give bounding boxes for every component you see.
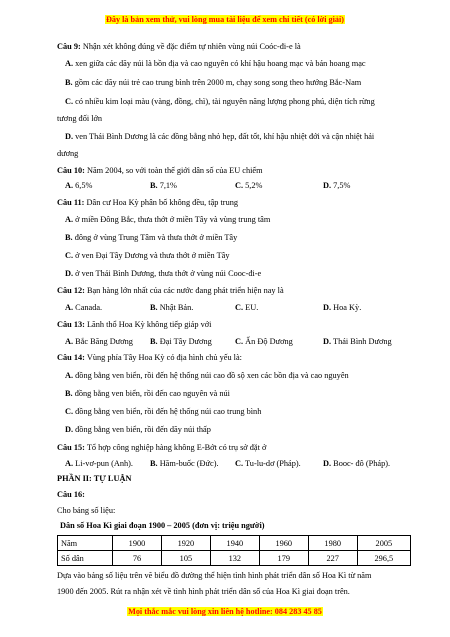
q9-option-b[interactable] (65, 78, 361, 88)
q9-option-c-continued (57, 114, 102, 124)
table-cell: 1900 (113, 536, 162, 551)
table-cell: 296,5 (357, 551, 410, 566)
q15-option-a[interactable] (65, 459, 133, 468)
q14-option-d[interactable] (65, 425, 211, 435)
question-number: Câu 11: (57, 198, 85, 207)
option-text: Bắc Băng Dương (75, 337, 133, 346)
question-number: Câu 14: (57, 353, 85, 362)
part2-heading: PHẦN II: TỰ LUẬN (57, 474, 132, 483)
option-text: EU. (245, 303, 259, 312)
q10-option-d[interactable] (323, 181, 350, 190)
table-cell: 76 (113, 551, 162, 566)
q9-option-d[interactable] (65, 132, 374, 142)
question-9 (57, 42, 301, 52)
option-text-cont: tương đối lớn (57, 114, 103, 123)
question-number: Câu 9: (57, 42, 81, 51)
q14-option-c[interactable] (65, 407, 261, 417)
option-label: A. (65, 459, 74, 468)
option-label: D. (323, 303, 332, 312)
table-cell: 1920 (161, 536, 210, 551)
question-12 (57, 286, 284, 296)
question-number: Câu 10: (57, 166, 85, 175)
q10-option-c[interactable] (235, 181, 262, 190)
option-text: ở miền Đông Bắc, thưa thớt ở miền Tây và vùng trung tâm (75, 215, 271, 224)
option-text: Hoa Kỳ. (333, 303, 362, 312)
option-label: A. (65, 371, 74, 380)
question-16-number: Câu 16: (57, 490, 85, 499)
question-number: Câu 15: (57, 443, 85, 452)
q15-option-b[interactable] (150, 459, 219, 468)
option-text: đồng bằng ven biển, rồi đến dãy núi thấp (75, 425, 211, 434)
option-label: A. (65, 303, 74, 312)
option-text: đồng bằng ven biển, rồi đến hệ thống núi cao trung bình (75, 407, 262, 416)
q11-option-b[interactable] (65, 233, 237, 243)
option-text: 6,5% (75, 181, 93, 190)
table-title: Dân số Hoa Kì giai đoạn 1900 – 2005 (đơn vị: triệu người) (60, 521, 265, 530)
option-label: C. (65, 407, 74, 416)
table-cell: 179 (259, 551, 308, 566)
q13-option-a[interactable] (65, 337, 133, 346)
option-label: C. (235, 181, 244, 190)
table-cell: Năm (58, 536, 113, 551)
q13-option-c[interactable] (235, 337, 293, 346)
q12-option-a[interactable] (65, 303, 102, 312)
q11-option-c[interactable] (65, 251, 230, 261)
population-table (57, 535, 411, 566)
table-cell: 1980 (308, 536, 357, 551)
option-label: D. (323, 181, 332, 190)
option-label: C. (235, 303, 244, 312)
q9-option-a[interactable] (65, 59, 366, 69)
option-text: 7,5% (333, 181, 351, 190)
option-text: đông ở vùng Trung Tâm và thưa thớt ở miền Tây (74, 233, 238, 242)
q10-option-a[interactable] (65, 181, 92, 190)
option-label: B. (150, 303, 158, 312)
option-label: D. (323, 337, 332, 346)
question-15 (57, 443, 266, 453)
q9-option-d-continued (57, 149, 78, 159)
option-label: A. (65, 215, 74, 224)
table-intro: Cho bảng số liệu: (57, 506, 116, 515)
option-text: có nhiều kim loại màu (vàng, đồng, chì), tài nguyên năng lượng phong phú, diện tích rừng (75, 97, 375, 106)
option-text: Tu-lu-dơ (Pháp). (245, 459, 301, 468)
option-label: B. (65, 78, 73, 87)
question-number: Câu 13: (57, 320, 85, 329)
table-row-population (58, 551, 411, 566)
q15-option-d[interactable] (323, 459, 390, 468)
option-label: A. (65, 59, 74, 68)
option-label: B. (65, 233, 73, 242)
option-text: Nhật Bản. (159, 303, 194, 312)
option-text: Li-vơ-pun (Anh). (75, 459, 133, 468)
option-label: C. (235, 337, 244, 346)
option-text: xen giữa các dãy núi là bồn địa và cao nguyên có khí hậu hoang mạc và bán hoang mạc (75, 59, 366, 68)
option-label: D. (65, 132, 74, 141)
option-text: Ấn Độ Dương (245, 337, 293, 346)
option-text: Booc- đô (Pháp). (333, 459, 391, 468)
table-cell: 1960 (259, 536, 308, 551)
option-label: B. (65, 389, 73, 398)
question-text: Tổ hợp công nghiệp hàng không E-Bớt có trụ sở đặt ở (86, 443, 267, 452)
hotline-banner-text: Mọi thắc mắc vui lòng xin liên hệ hotline: 084 283 45 85 (128, 607, 322, 616)
q14-option-a[interactable] (65, 371, 349, 381)
q13-option-b[interactable] (150, 337, 212, 346)
option-label: D. (65, 269, 74, 278)
option-label: C. (65, 97, 74, 106)
q12-option-c[interactable] (235, 303, 258, 312)
option-text-cont: dương (57, 149, 79, 158)
question-14 (57, 353, 242, 363)
question-10 (57, 166, 263, 176)
option-text: 7,1% (159, 181, 177, 190)
option-text: 5,2% (245, 181, 263, 190)
option-text: gồm các dãy núi trẻ cao trung bình trên 2000 m, chạy song song theo hướng Bắc-Nam (74, 78, 362, 87)
option-label: C. (65, 251, 74, 260)
option-label: D. (65, 425, 74, 434)
option-label: A. (65, 337, 74, 346)
question-text: Vùng phía Tây Hoa Kỳ có địa hình chủ yếu là: (86, 353, 242, 362)
question-text: Bạn hàng lớn nhất của các nước đang phát triển hiện nay là (86, 286, 284, 295)
preview-banner-text: Đây là bản xem thử, vui lòng mua tài liệu để xem chi tiết (có lời giải) (105, 15, 344, 24)
option-text: Thái Bình Dương (333, 337, 392, 346)
option-label: A. (65, 181, 74, 190)
option-text: ở ven Đại Tây Dương và thưa thớt ở miền Tây (75, 251, 230, 260)
question-11 (57, 198, 238, 208)
option-label: B. (150, 459, 158, 468)
q10-option-b[interactable] (150, 181, 177, 190)
option-text: đồng bằng ven biển, rồi đến hệ thống núi cao đồ sộ xen các bồn địa và cao nguyên (75, 371, 349, 380)
q9-option-c[interactable] (65, 97, 375, 107)
q12-option-b[interactable] (150, 303, 193, 312)
option-label: D. (323, 459, 332, 468)
option-text: ở ven Thái Bình Dương, thưa thớt ở vùng núi Cooc-đi-e (75, 269, 262, 278)
question-text: Lãnh thổ Hoa Kỳ không tiếp giáp với (86, 320, 212, 329)
q13-option-d[interactable] (323, 337, 392, 346)
question-13 (57, 320, 211, 330)
option-text: Hăm-buốc (Đức). (159, 459, 219, 468)
question-text: Dân cư Hoa Kỳ phân bố không đều, tập trung (86, 198, 239, 207)
option-label: C. (235, 459, 244, 468)
option-text: Canada. (75, 303, 103, 312)
option-text: Đại Tây Dương (159, 337, 212, 346)
table-cell: 2005 (357, 536, 410, 551)
q14-option-b[interactable] (65, 389, 230, 399)
option-label: B. (150, 337, 158, 346)
task-line-2: 1900 đến 2005. Rút ra nhận xét về tình hình phát triển dân số của Hoa Kì giai đoạn trên. (57, 587, 350, 596)
preview-banner (0, 15, 450, 24)
table-cell: 1940 (210, 536, 259, 551)
option-text: đồng bằng ven biển, rồi đến cao nguyên và núi (74, 389, 230, 398)
question-text: Năm 2004, so với toàn thế giới dân số của EU chiếm (86, 166, 263, 175)
q15-option-c[interactable] (235, 459, 301, 468)
hotline-banner (0, 607, 450, 616)
table-cell: Số dân (58, 551, 113, 566)
table-cell: 227 (308, 551, 357, 566)
question-text: Nhận xét không đúng về đặc điểm tự nhiên vùng núi Coóc-đi-e là (82, 42, 301, 51)
option-label: B. (150, 181, 158, 190)
q12-option-d[interactable] (323, 303, 361, 312)
table-cell: 132 (210, 551, 259, 566)
table-row-year (58, 536, 411, 551)
q11-option-a[interactable] (65, 215, 270, 225)
table-cell: 105 (161, 551, 210, 566)
q11-option-d[interactable] (65, 269, 261, 279)
option-text: ven Thái Bình Dương là các đồng bằng nhỏ hẹp, đất tốt, khí hậu nhiệt đới và cận nhiệt hải (75, 132, 375, 141)
question-number: Câu 12: (57, 286, 85, 295)
task-line-1: Dựa vào bảng số liệu trên vẽ biểu đồ đường thể hiện tình hình phát triển dân số Hoa Kì từ năm (57, 571, 372, 580)
